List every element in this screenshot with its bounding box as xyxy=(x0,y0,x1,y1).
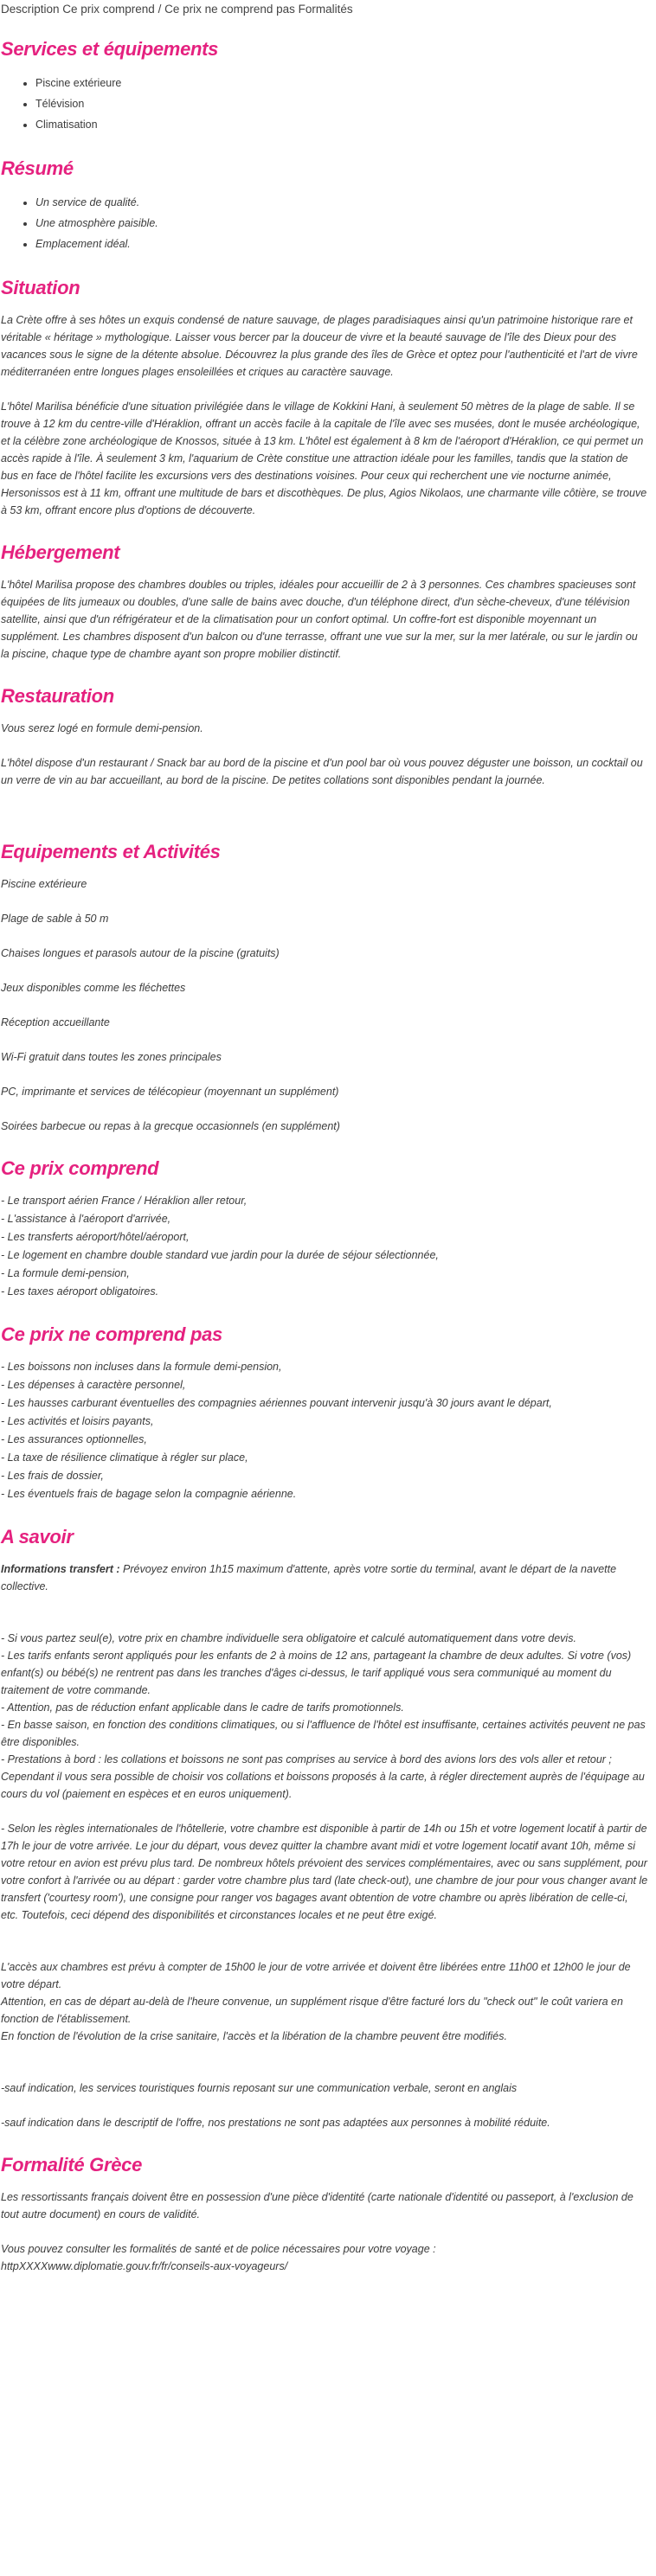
list-item: Chaises longues et parasols autour de la piscine (gratuits) xyxy=(1,947,280,959)
savoir-note: -sauf indication dans le descriptif de l'offre, nos prestations ne sont pas adaptées aux personnes à mobilité réduite. xyxy=(1,2117,550,2129)
list-item: • Télévision xyxy=(35,93,648,114)
list-item: • Climatisation xyxy=(35,114,648,135)
formalite-link[interactable]: httpXXXXwww.diplomatie.gouv.fr/fr/conseils-aux-voyageurs/ xyxy=(1,2260,288,2272)
situation-paragraph: La Crète offre à ses hôtes un exquis condensé de nature sauvage, de plages paradisiaques ainsi qu'un patrimoine historique rare et véritable « héritage » mythologique. Laisser vous bercer par la douceur de vivre et la beauté sauvage de l'île des Dieux pour des vacances sous le signe de la détente absolue. Découvrez la plus grande des îles de Grèce et optez pour l'authenticité et l'art de vivre méditerranéen entre longues plages ensoleillées et criques au caractère sauvage. xyxy=(1,314,638,378)
list-item: - Les taxes aéroport obligatoires. xyxy=(1,1285,159,1298)
savoir-line: Attention, en cas de départ au-delà de l'heure convenue, un supplément risque d'être facturé lors du "check out" le coût variera en fonction de l'établissement. xyxy=(1,1996,623,2025)
list-item: - Les frais de dossier, xyxy=(1,1470,104,1482)
list-item: - La taxe de résilience climatique à régler sur place, xyxy=(1,1451,248,1464)
list-item: Soirées barbecue ou repas à la grecque occasionnels (en supplément) xyxy=(1,1120,340,1132)
ne-comprend-title: Ce prix ne comprend pas xyxy=(1,1323,222,1345)
savoir-line: - Les tarifs enfants seront appliqués pour les enfants de 2 à moins de 12 ans, partageant la chambre de deux adultes. Si votre (vos) enfant(s) ou bébé(s) ne rentrent pas dans les tranches d'âges ci-dessus, le tarif appliqué vous sera communiqué au moment du traitement de votre commande. xyxy=(1,1650,632,1696)
services-title: Services et équipements xyxy=(1,38,219,60)
list-item: - L'assistance à l'aéroport d'arrivée, xyxy=(1,1213,171,1225)
list-item: Piscine extérieure xyxy=(1,878,87,890)
list-item: Wi-Fi gratuit dans toutes les zones principales xyxy=(1,1051,222,1063)
list-item: - Les activités et loisirs payants, xyxy=(1,1415,154,1427)
formalite-paragraph: Les ressortissants français doivent être en possession d'une pièce d'identité (carte nationale d'identité ou passeport, à l'exclusion de tout autre document) en cours de validité. xyxy=(1,2191,633,2220)
ne-comprend-list xyxy=(1,1358,648,1503)
savoir-line: - En basse saison, en fonction des conditions climatiques, ou si l'affluence de l'hôtel est insuffisante, certaines activités peuvent ne pas être disponibles. xyxy=(1,1719,646,1748)
savoir-note: -sauf indication, les services touristiques fournis reposant sur une communication verbale, seront en anglais xyxy=(1,2082,518,2094)
list-item: • Une atmosphère paisible. xyxy=(35,213,648,234)
hebergement-title: Hébergement xyxy=(1,541,120,563)
list-item: - Le logement en chambre double standard vue jardin pour la durée de séjour sélectionnée, xyxy=(1,1249,439,1261)
savoir-block-3 xyxy=(1,1958,648,2045)
savoir-line: - Si vous partez seul(e), votre prix en chambre individuelle sera obligatoire et calculé automatiquement dans votre devis. xyxy=(1,1632,576,1644)
hebergement-paragraph: L'hôtel Marilisa propose des chambres doubles ou triples, idéales pour accueillir de 2 à 3 personnes. Ces chambres spacieuses sont équipées de lits jumeaux ou doubles, d'une salle de bains avec douche, d'un téléphone direct, d'un sèche-cheveux, d'une télévision satellite, ainsi que d'un réfrigérateur et de la climatisation pour un confort optimal. Un coffre-fort est disponible moyennant un supplément. Les chambres disposent d'un balcon ou d'une terrasse, offrant une vue sur la mer, sur la mer latérale, ou sur le jardin ou la piscine, chaque type de chambre ayant son propre mobilier distinctif. xyxy=(1,579,638,660)
savoir-block-1 xyxy=(1,1630,648,1803)
list-item: Réception accueillante xyxy=(1,1016,110,1028)
comprend-list xyxy=(1,1192,648,1301)
savoir-title: A savoir xyxy=(1,1526,74,1548)
situation-title: Situation xyxy=(1,277,80,298)
equipements-list xyxy=(1,875,648,1135)
savoir-line: - Prestations à bord : les collations et boissons ne sont pas comprises au service à bord des avions lors des vols aller et retour ; Cependant il vous sera possible de choisir vos collations et boissons proposés à la carte, à régler directement auprès de l'équipage au cours du vol (paiement en espèces et en euros uniquement). xyxy=(1,1753,645,1800)
list-item: - Les assurances optionnelles, xyxy=(1,1433,147,1445)
transfert-info xyxy=(1,1560,648,1595)
transfert-text: Prévoyez environ 1h15 maximum d'attente, après votre sortie du terminal, avant le départ de la navette collective. xyxy=(1,1563,617,1592)
list-item: Plage de sable à 50 m xyxy=(1,913,109,925)
savoir-line: En fonction de l'évolution de la crise sanitaire, l'accès et la libération de la chambre peuvent être modifiés. xyxy=(1,2030,507,2042)
formalite-title: Formalité Grèce xyxy=(1,2154,143,2176)
restauration-paragraph: L'hôtel dispose d'un restaurant / Snack bar au bord de la piscine et d'un pool bar où vous pouvez déguster une boisson, un cocktail ou un verre de vin au bar accueillant, au bord de la piscine. De petites collations sont disponibles pendant la journée. xyxy=(1,757,643,786)
list-item: - Les dépenses à caractère personnel, xyxy=(1,1379,186,1391)
savoir-line: - Attention, pas de réduction enfant applicable dans le cadre de tarifs promotionnels. xyxy=(1,1701,404,1714)
restauration-title: Restauration xyxy=(1,685,114,707)
restauration-paragraph: Vous serez logé en formule demi-pension. xyxy=(1,722,203,734)
list-item: - La formule demi-pension, xyxy=(1,1267,130,1279)
list-item: - Les éventuels frais de bagage selon la compagnie aérienne. xyxy=(1,1488,297,1500)
tab-bar[interactable]: Description Ce prix comprend / Ce prix ne comprend pas Formalités xyxy=(1,3,353,16)
equipements-title: Equipements et Activités xyxy=(1,841,221,862)
list-item: - Les boissons non incluses dans la formule demi-pension, xyxy=(1,1361,282,1373)
situation-paragraph: L'hôtel Marilisa bénéficie d'une situation privilégiée dans le village de Kokkini Hani, à seulement 50 mètres de la plage de sable. Il se trouve à 12 km du centre-ville d'Héraklion, offrant un accès facile à la capitale de l'île avec ses musées, dont le musée archéologique, et la célèbre zone archéologique de Knossos, située à 13 km. L'hôtel est également à 8 km de l'aéroport d'Héraklion, ce qui permet un accès rapide à l'île. À seulement 3 km, l'aquarium de Crète constitue une attraction idéale pour les familles, tandis que la station de bus en face de l'hôtel facilite les excursions vers des destinations voisines. Pour ceux qui recherchent une vie nocturne animée, Hersonissos est à 11 km, offrant une multitude de bars et discothèques. De plus, Agios Nikolaos, une charmante ville côtière, se trouve à 53 km, offrant encore plus d'options de découverte. xyxy=(1,400,647,516)
transfert-label: Informations transfert : xyxy=(1,1563,120,1575)
savoir-line: L'accès aux chambres est prévu à compter de 15h00 le jour de votre arrivée et doivent être libérées entre 11h00 et 12h00 le jour de votre départ. xyxy=(1,1961,631,1990)
comprend-title: Ce prix comprend xyxy=(1,1157,159,1179)
list-item: • Emplacement idéal. xyxy=(35,234,648,254)
resume-title: Résumé xyxy=(1,157,74,179)
list-item: PC, imprimante et services de télécopieur (moyennant un supplément) xyxy=(1,1086,339,1098)
list-item: - Les transferts aéroport/hôtel/aéroport, xyxy=(1,1231,190,1243)
list-item: - Le transport aérien France / Héraklion aller retour, xyxy=(1,1195,248,1207)
list-item: • Piscine extérieure xyxy=(35,73,648,93)
list-item: Jeux disponibles comme les fléchettes xyxy=(1,982,186,994)
services-list xyxy=(1,73,648,135)
list-item: • Un service de qualité. xyxy=(35,192,648,213)
savoir-block-2: - Selon les règles internationales de l'hôtellerie, votre chambre est disponible à partir de 14h ou 15h et votre logement locatif à partir de 17h le jour de votre arrivée. Le jour du départ, vous devez quitter la chambre avant midi et votre logement locatif avant 10h, même si votre retour en avion est prévu plus tard. De nombreux hôtels prévoient des services complémentaires, avec ou sans supplément, pour votre confort à l'arrivée ou au départ : garder votre chambre plus tard (late check-out), une chambre de jour pour vous changer avant le transfert ('courtesy room'), une consigne pour ranger vos bagages avant obtention de votre chambre ou après libération de celle-ci, etc. Toutefois, ceci dépend des disponibilités et circonstances locales et ne peut être exigé. xyxy=(1,1823,648,1921)
formalite-consult: Vous pouvez consulter les formalités de santé et de police nécessaires pour votre voyage : xyxy=(1,2243,436,2255)
list-item: - Les hausses carburant éventuelles des compagnies aériennes pouvant intervenir jusqu'à 30 jours avant le départ, xyxy=(1,1397,552,1409)
resume-list xyxy=(1,192,648,254)
